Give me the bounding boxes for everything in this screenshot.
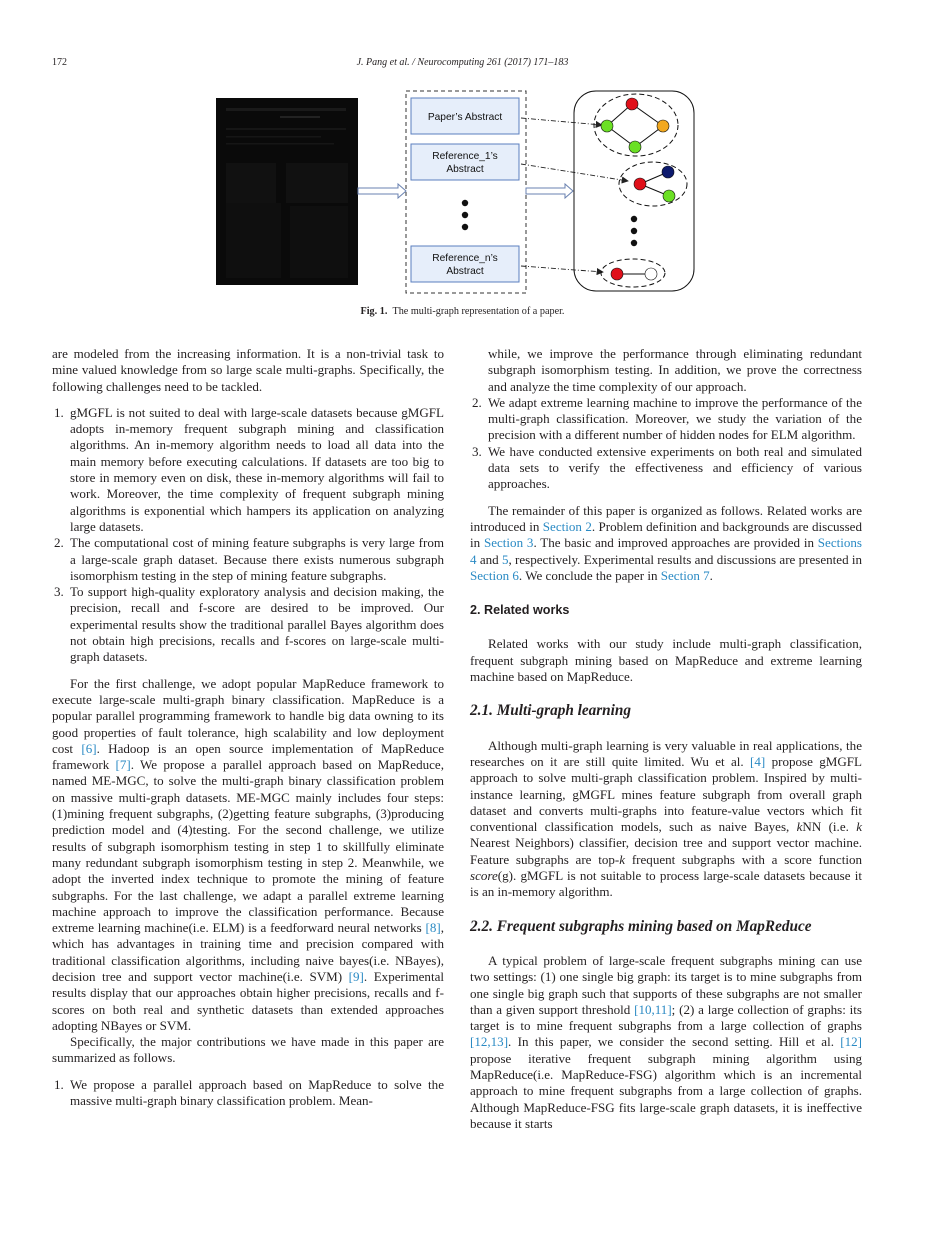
citation-link[interactable]: [6] xyxy=(81,740,97,756)
box-reference-n-label-line1: Reference_n’s xyxy=(432,253,498,264)
text-span: . We conclude the paper in xyxy=(518,567,658,583)
list-item-text: gMGFL is not suited to deal with large-scale datasets because gMGFL adopts in-memory frequent subgraph mining and classification algorithms. An in-memory algorithm needs to load all data into the main memory before executing calculations. If datasets are too big to store in memory even on disk, these in-memory algorithms will fail to work. Moreover, the time complexity of frequent subgraph mining algorithms is exponential which hampers its application on analyzing large datasets. xyxy=(70,404,444,534)
subsection-heading: 2.1. Multi-graph learning xyxy=(470,702,632,720)
list-number: 1. xyxy=(54,404,64,420)
box-reference-1-label-line1: Reference_1’s xyxy=(432,151,498,162)
list-item xyxy=(52,584,444,665)
text-span: The remainder of this paper is organized as follows. Related works are introduced in xyxy=(470,502,862,534)
list-item xyxy=(52,535,444,584)
graph-3 xyxy=(601,259,665,287)
ellipsis-dots-icon xyxy=(631,216,637,246)
list-item-continuation xyxy=(470,346,862,395)
text-span: propose iterative frequent subgraph mining algorithm using MapReduce(i.e. MapReduce-FSG) algorithm which is an incremental approach to mine frequent subgraphs from a large collection of graphs. Although MapReduce-FSG fits large-scale graph datasets, it is ineffective because it starts xyxy=(470,1050,862,1131)
paragraph: Related works with our study include multi-graph classification, frequent subgraph mining based on MapReduce and extreme learning machine based on MapReduce. xyxy=(470,636,862,685)
list-number: 2. xyxy=(54,535,64,551)
page-number: 172 xyxy=(52,57,67,68)
section-link[interactable]: Section 6 xyxy=(470,567,519,583)
hollow-arrow-icon xyxy=(358,184,406,198)
list-item-text: We adapt extreme learning machine to improve the performance of the multi-graph classification. Moreover, we study the variation of the precision with a different number of hidden nodes for ELM algorithm. xyxy=(488,394,862,443)
text-span: . We propose a parallel approach based on MapReduce, named ME-MGC, to solve the multi-graph binary classification problem on massive multi-graph datasets. ME-MGC mainly includes four steps: (1)mining frequent subgraphs, (2)getting feature subgraphs, (3)producing prediction model and (4)testing. For the second challenge, we utilize results of subgraph isomorphism testing in step 1 to skillfully eliminate many redundant subgraph isomorphism testing in step 2. Meanwhile, we adopt the inverted index technique to promote the mining of feature subgraphs. For the last challenge, we adapt a parallel extreme learning machine approach to improve the classification performance. Because extreme learning machine(i.e. ELM) is a feedforward neural networks xyxy=(52,757,444,936)
citation-link[interactable]: [9] xyxy=(348,968,364,984)
text-span: , respectively. Experimental results and discussions are presented in xyxy=(508,551,863,567)
list-item-text: To support high-quality exploratory analysis and decision making, the precision, recall and f-score are desired to be improved. Our experimental results show the traditional parallel Bayes algorithm does not obtain high precisions, recalls and f-scores on large-scale multi-graph datasets. xyxy=(70,584,444,665)
box-reference-1-abstract xyxy=(411,144,519,180)
list-item-text: We propose a parallel approach based on MapReduce to solve the massive multi-graph binary classification problem. Mean- xyxy=(70,1076,444,1109)
paragraph: Specifically, the major contributions we have made in this paper are summarized as follows. xyxy=(52,1034,444,1066)
running-head: J. Pang et al. / Neurocomputing 261 (2017) 171–183 xyxy=(356,57,569,68)
list-number: 3. xyxy=(54,584,64,600)
text-span: For the first challenge, we adopt popular MapReduce framework to execute large-scale multi-graph binary classification. MapReduce is a popular parallel programming framework to handle big data owning to its good properties of fault tolerance, high scalability and low deployment cost xyxy=(52,675,444,756)
list-number: 2. xyxy=(472,394,482,410)
text-span: . In this paper, we consider the second setting. Hill et al. xyxy=(508,1034,834,1050)
paper-thumbnail-image xyxy=(216,98,358,285)
list-item xyxy=(52,1077,444,1110)
list-item xyxy=(470,395,862,444)
paragraph xyxy=(52,676,444,1035)
hollow-arrow-icon xyxy=(526,184,573,198)
text-span: A typical problem of large-scale frequent subgraphs mining can use two settings: (1) one single big graph: its target is to mine subgraphs from one single big graph such that supports of these subgraphs are not smaller than a given support threshold xyxy=(470,952,862,1017)
text-span: k xyxy=(619,851,626,867)
multigraph-container xyxy=(574,91,694,291)
section-link[interactable]: Section 7 xyxy=(660,567,710,583)
contributions-list xyxy=(52,1077,444,1110)
text-span: Nearest Neighbors) classifier, decision tree and support vector machine. Feature subgraphs are top- xyxy=(470,835,862,867)
list-item-text: The computational cost of mining feature subgraphs is very large from a large-scale graph dataset. Because there exists numerous subgraph isomorphism testing in the step of mining feature subgraphs. xyxy=(70,535,444,583)
right-column xyxy=(470,346,862,1132)
section-link[interactable]: Section 2 xyxy=(542,518,592,534)
section-link[interactable]: 5 xyxy=(501,551,509,567)
figure-caption-text: The multi-graph representation of a paper. xyxy=(392,306,565,317)
list-number: 1. xyxy=(54,1076,64,1092)
box-paper-abstract xyxy=(411,98,519,134)
list-item-text: while, we improve the performance through eliminating redundant subgraph isomorphism testing. In addition, we prove the correctness and analyze the time complexity of our approach. xyxy=(488,346,862,394)
citation-link[interactable]: [12,13] xyxy=(470,1034,509,1050)
challenges-list xyxy=(52,405,444,666)
citation-link[interactable]: [12] xyxy=(840,1034,863,1050)
text-span: , which has advantages in training time and precision compared with traditional classification algorithms, including naive bayes(i.e. NBayes), decision tree and support vector machine(i.e. SVM) xyxy=(52,920,444,984)
text-span: (g). gMGFL is not suitable to process large-scale datasets because it is an in-memory algorithm. xyxy=(470,868,862,900)
text-span: . Hadoop is an open source implementation of MapReduce framework xyxy=(52,740,444,773)
section-link[interactable]: Sections 4 xyxy=(470,535,863,567)
section-heading: 2. Related works xyxy=(470,603,570,618)
box-reference-1-label-line2: Abstract xyxy=(446,164,484,175)
left-column xyxy=(52,346,444,1109)
section-link[interactable]: Section 3 xyxy=(483,535,534,551)
text-span: . Problem definition and backgrounds are discussed in xyxy=(470,518,862,551)
text-span: . Experimental results display that our approaches obtain higher precisions, recalls and f-scores on both real and synthetic datasets than extended approaches adopting NBayes or SVM. xyxy=(52,968,444,1033)
paragraph xyxy=(470,953,862,1132)
figure-caption-label: Fig. 1. xyxy=(360,306,388,317)
figure-caption xyxy=(0,306,925,317)
text-span: propose gMGFL approach to solve multi-graph classification problem. Inspired by multi-instance learning, gMGFL mines feature subgraph from overall graph dataset and converts multi-graphs into feature-value vectors which fit conventional classification models, such as naive Bayes, xyxy=(470,753,862,835)
text-span: Although multi-graph learning is very valuable in real applications, the researches on it are still quite limited. Wu et al. xyxy=(470,737,862,769)
citation-link[interactable]: [8] xyxy=(425,920,441,936)
text-span: and xyxy=(479,551,499,567)
contributions-list-continued xyxy=(470,346,862,493)
citation-link[interactable]: [4] xyxy=(750,753,766,769)
subsection-heading: 2.2. Frequent subgraphs mining based on MapReduce xyxy=(470,917,812,935)
list-item-text: We have conducted extensive experiments on both real and simulated data sets to verify the effectiveness and efficiency of various approaches. xyxy=(488,443,862,492)
ellipsis-dots-icon xyxy=(462,200,468,230)
citation-link[interactable]: [10,11] xyxy=(634,1001,672,1017)
text-span: . The basic and improved approaches are provided in xyxy=(533,535,814,551)
paragraph: are modeled from the increasing information. It is a non-trivial task to mine valued knowledge from so large scale multi-graphs. Specifically, the following challenges need to be tackled. xyxy=(52,346,444,394)
graph-1 xyxy=(594,94,678,156)
box-paper-abstract-label: Paper’s Abstract xyxy=(427,112,503,123)
paragraph xyxy=(470,738,862,901)
text-span: score xyxy=(470,868,498,884)
text-span: k xyxy=(856,819,862,835)
text-span: . xyxy=(709,567,713,583)
text-span: k xyxy=(796,819,803,835)
text-span: ; (2) a large collection of graphs: its target is to mine frequent subgraphs from a large collection of graphs xyxy=(470,1001,862,1034)
paragraph xyxy=(470,503,862,584)
text-span: NN (i.e. xyxy=(802,819,849,835)
text-span: frequent subgraphs with a score function xyxy=(631,851,862,867)
list-item xyxy=(470,444,862,493)
box-reference-n-label-line2: Abstract xyxy=(446,266,484,277)
citation-link[interactable]: [7] xyxy=(115,757,131,773)
graph-2 xyxy=(619,162,687,206)
figure-multigraph-representation xyxy=(210,88,710,300)
list-item xyxy=(52,405,444,535)
list-number: 3. xyxy=(472,443,482,459)
box-reference-n-abstract xyxy=(411,246,519,282)
